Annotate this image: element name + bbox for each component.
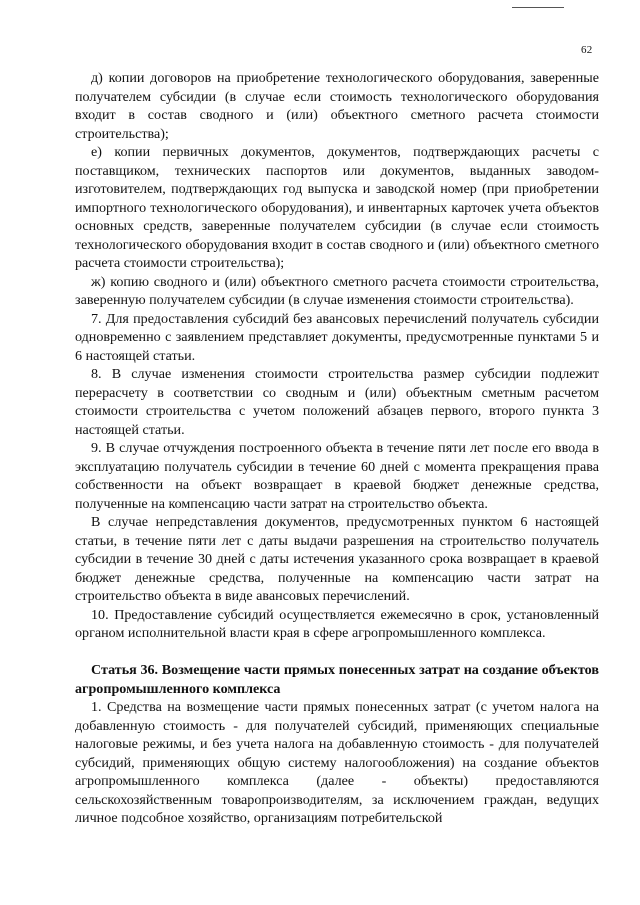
paragraph-point-8: 8. В случае изменения стоимости строительства размер субсидии подлежит перерасчету в соответствии со сводным и (или) объектным сметным расчетом стоимости строительства с учетом положений абзацев первого, второго пункта 3 настоящей статьи. (75, 366, 599, 438)
document-body (75, 69, 599, 828)
page-number: 62 (581, 44, 593, 56)
article-36-paragraph-1: 1. Средства на возмещение части прямых понесенных затрат (с учетом налога на добавленную стоимость - для получателей субсидий, применяющих специальные налоговые режимы, и без учета налога на добавленную стоимость - для получателей субсидий, применяющих общую систему налогообложения) на создание объектов агропромышленного комплекса (далее - объекты) предоставляются сельскохозяйственным товаропроизводителям, за исключением граждан, ведущих личное подсобное хозяйство, организациям потребительской (75, 699, 599, 826)
paragraph-item-d: д) копии договоров на приобретение технологического оборудования, заверенные получателем субсидии (в случае если стоимость технологического оборудования входит в состав сводного и (или) объектного сметного расчета стоимости строительства); (75, 70, 599, 142)
paragraph-point-10: 10. Предоставление субсидий осуществляется ежемесячно в срок, установленный органом исполнительной власти края в сфере агропромышленного комплекса. (75, 606, 599, 641)
paragraph-item-zh: ж) копию сводного и (или) объектного сметного расчета стоимости строительства, заверенную получателем субсидии (в случае изменения стоимости строительства). (75, 273, 599, 308)
article-36-heading: Статья 36. Возмещение части прямых понесенных затрат на создание объектов агропромышленного комплекса (75, 662, 599, 697)
top-rule (512, 7, 564, 8)
paragraph-point-9: 9. В случае отчуждения построенного объекта в течение пяти лет после его ввода в эксплуатацию получатель субсидии в течение 60 дней с момента прекращения права собственности на объект возвращает в краевой бюджет денежные средства, полученные на компенсацию части затрат на строительство объекта. (75, 440, 599, 512)
paragraph-item-e: е) копии первичных документов, документов, подтверждающих расчеты с поставщиком, технических паспортов или документов, выданных заводом-изготовителем, подтверждающих год выпуска и заводской номер (при приобретении импортного технологического оборудования), и инвентарных карточек учета объектов основных средств, заверенные получателем субсидии (в случае если стоимость технологического оборудования входит в состав сводного и (или) объектного сметного расчета стоимости строительства); (75, 144, 599, 271)
paragraph-point-9-continued: В случае непредставления документов, предусмотренных пунктом 6 настоящей статьи, в течение пяти лет с даты выдачи разрешения на строительство получатель субсидии в течение 30 дней с даты истечения указанного срока возвращает в краевой бюджет денежные средства, полученные на компенсацию части затрат на строительство объекта в виде авансовых перечислений. (75, 514, 599, 604)
paragraph-point-7: 7. Для предоставления субсидий без авансовых перечислений получатель субсидии одновременно с заявлением представляет документы, предусмотренные пунктами 5 и 6 настоящей статьи. (75, 310, 599, 364)
